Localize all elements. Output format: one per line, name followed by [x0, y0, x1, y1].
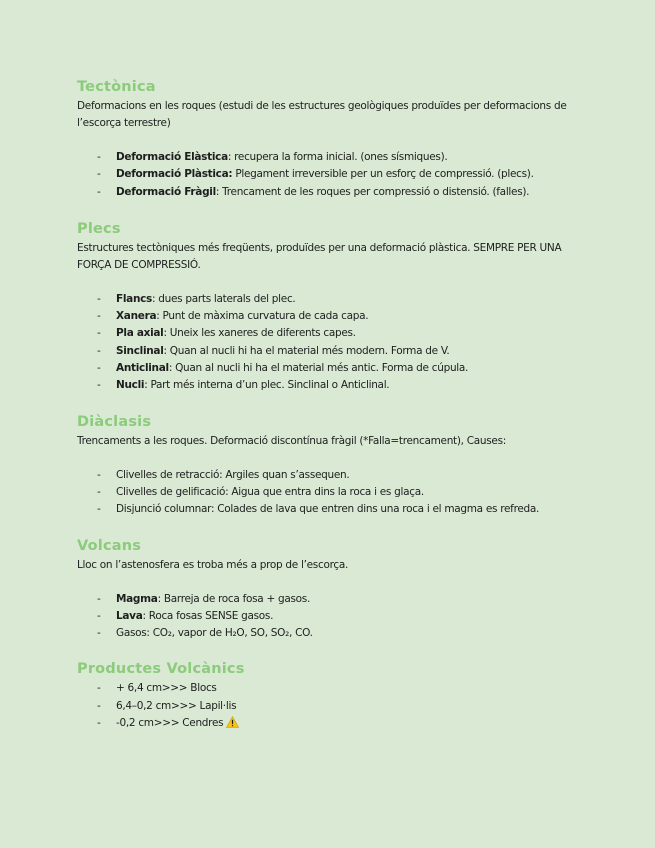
definition: Gasos: CO₂, vapor de H₂O, SO, SO₂, CO.	[116, 627, 313, 640]
bullet-dash: -	[97, 168, 101, 181]
list-item	[77, 625, 577, 642]
document-content	[77, 78, 577, 734]
bullet-dash: -	[97, 485, 101, 498]
bullet-dash: -	[97, 682, 101, 695]
list-item	[77, 149, 577, 166]
section-title: Tectònica	[77, 79, 156, 95]
bullet-dash: -	[97, 627, 101, 640]
section-intro: Estructures tectòniques més freqüents, produïdes per una deformació plàstica. SEMPRE PER UNA FORÇA DE COMPRESSIÓ.	[77, 241, 562, 271]
bullet-dash: -	[97, 699, 101, 712]
bullet-dash: -	[97, 468, 101, 481]
list-item	[77, 291, 577, 308]
term: Deformació Plàstica:	[116, 168, 233, 181]
list-item	[77, 680, 577, 697]
bullet-dash: -	[97, 151, 101, 163]
list-item	[77, 343, 577, 360]
term: Flancs	[116, 292, 153, 305]
bullet-dash: -	[97, 310, 101, 323]
bullet-dash: -	[97, 717, 101, 730]
term: Xanera	[116, 310, 157, 323]
list-item	[77, 308, 577, 325]
section-productes-volcanics	[77, 660, 577, 734]
list-item	[77, 591, 577, 608]
section-tectonica	[77, 78, 577, 201]
list-item	[77, 325, 577, 342]
definition: : recupera la forma inicial. (ones sísmiques).	[227, 151, 448, 163]
list-item	[77, 360, 577, 377]
definition: : Punt de màxima curvatura de cada capa.	[156, 310, 369, 323]
bullet-dash: -	[97, 327, 101, 340]
bullet-dash: -	[97, 379, 101, 392]
list-item	[77, 698, 577, 715]
section-intro: Trencaments a les roques. Deformació discontínua fràgil (*Falla=trencament), Causes:	[77, 434, 506, 447]
bullet-list	[77, 467, 577, 519]
definition: + 6,4 cm>>> Blocs	[116, 682, 217, 695]
bullet-dash: -	[97, 503, 101, 516]
bullet-list	[77, 680, 577, 734]
list-item	[77, 484, 577, 501]
definition: Disjunció columnar: Colades de lava que entren dins una roca i el magma es refreda.	[116, 503, 540, 516]
definition: 6,4–0,2 cm>>> Lapil·lis	[116, 699, 237, 712]
term: Pla axial	[116, 327, 164, 340]
definition: Clivelles de gelificació: Aigua que entra dins la roca i es glaça.	[116, 485, 424, 498]
definition: : Quan al nucli hi ha el material més modern. Forma de V.	[163, 344, 450, 357]
definition: Plegament irreversible per un esforç de compressió. (plecs).	[232, 168, 534, 181]
section-title: Productes Volcànics	[77, 661, 245, 678]
bullet-dash: -	[97, 344, 101, 357]
list-item	[77, 467, 577, 484]
definition: Clivelles de retracció: Argiles quan s’assequen.	[116, 468, 350, 481]
list-item	[77, 166, 577, 183]
definition: : Roca fosas SENSE gasos.	[142, 609, 274, 622]
section-intro: Lloc on l’astenosfera es troba més a prop de l’escorça.	[77, 558, 349, 571]
term: Lava	[116, 609, 143, 622]
bullet-dash: -	[97, 292, 101, 305]
bullet-dash: -	[97, 362, 101, 375]
definition: : Uneix les xaneres de diferents capes.	[163, 327, 356, 340]
bullet-list	[77, 149, 577, 201]
list-item	[77, 608, 577, 625]
bullet-list	[77, 591, 577, 643]
section-diaclasis	[77, 413, 577, 519]
warning-icon	[226, 716, 239, 734]
section-volcans	[77, 537, 577, 643]
bullet-dash: -	[97, 185, 101, 198]
term: Deformació Fràgil	[116, 185, 216, 198]
definition: : Quan al nucli hi ha el material més antic. Forma de cúpula.	[168, 362, 469, 375]
term: Magma	[116, 592, 158, 605]
section-title: Plecs	[77, 220, 121, 237]
list-item	[77, 501, 577, 518]
list-item	[77, 184, 577, 201]
bullet-list	[77, 291, 577, 395]
section-title: Volcans	[77, 537, 142, 554]
definition: : Barreja de roca fosa + gasos.	[157, 592, 310, 605]
definition: : dues parts laterals del plec.	[152, 292, 296, 305]
term: Anticlinal	[116, 362, 169, 375]
definition: -0,2 cm>>> Cendres	[116, 717, 224, 730]
term: Nucli	[116, 379, 145, 392]
bullet-dash: -	[97, 609, 101, 622]
bullet-dash: -	[97, 592, 101, 605]
list-item	[77, 377, 577, 394]
term: Deformació Elàstica	[116, 151, 228, 163]
definition: : Part més interna d’un plec. Sinclinal o Anticlinal.	[144, 379, 390, 392]
section-plecs	[77, 220, 577, 395]
section-title: Diàclasis	[77, 413, 152, 430]
term: Sinclinal	[116, 344, 164, 357]
section-intro: Deformacions en les roques (estudi de les estructures geològiques produïdes per deformacions de l’escorça terrestre)	[77, 100, 567, 129]
list-item	[77, 715, 577, 734]
definition: : Trencament de les roques per compressió o distensió. (falles).	[215, 185, 530, 198]
